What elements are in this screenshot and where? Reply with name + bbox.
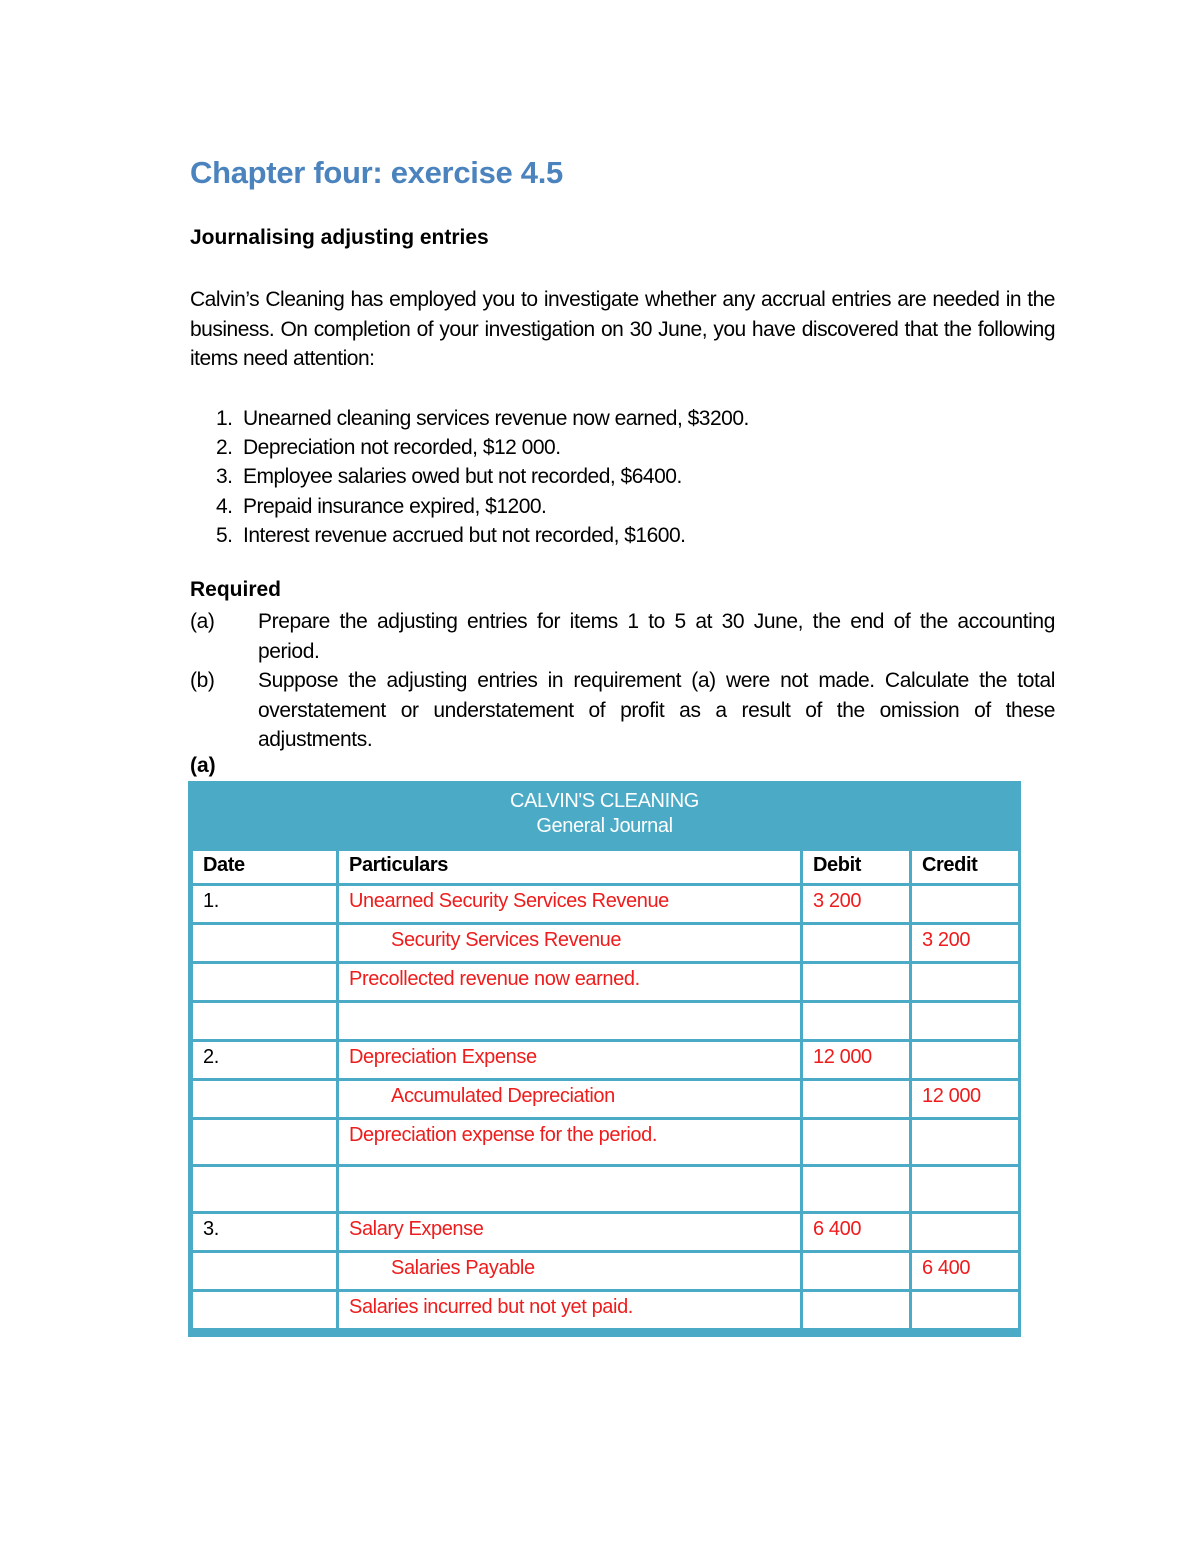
date-cell xyxy=(193,1167,336,1211)
item-text: Interest revenue accrued but not recorded, $1600. xyxy=(243,523,686,547)
table-row xyxy=(193,1167,1018,1211)
credit-cell xyxy=(912,964,1018,1000)
debit-cell xyxy=(803,1253,909,1289)
particulars-column-header: Particulars xyxy=(339,851,800,883)
item-number: 3. xyxy=(216,465,233,489)
table-row xyxy=(193,1003,1018,1039)
particulars-cell: Salaries incurred but not yet paid. xyxy=(339,1292,800,1328)
journal-subtitle: General Journal xyxy=(536,815,673,837)
date-cell xyxy=(193,925,336,961)
list-item xyxy=(216,462,749,491)
particulars-cell: Depreciation Expense xyxy=(339,1042,800,1078)
item-text: Depreciation not recorded, $12 000. xyxy=(243,436,561,460)
journal-header-row xyxy=(193,851,1018,883)
item-number: 1. xyxy=(216,407,233,430)
page-title: Chapter four: exercise 4.5 xyxy=(190,155,563,190)
particulars-cell: Salary Expense xyxy=(339,1214,800,1250)
date-cell xyxy=(193,1253,336,1289)
table-row xyxy=(193,886,1018,922)
debit-cell xyxy=(803,1292,909,1328)
requirement-a-tag: (a) xyxy=(190,610,215,633)
credit-cell xyxy=(912,886,1018,922)
credit-cell: 3 200 xyxy=(912,925,1018,961)
debit-cell: 6 400 xyxy=(803,1214,909,1250)
list-item xyxy=(216,521,749,550)
credit-cell xyxy=(912,1120,1018,1164)
requirement-a-text: Prepare the adjusting entries for items 1 to 5 at 30 June, the end of the accounting period. xyxy=(258,610,1055,663)
table-row xyxy=(193,1120,1018,1164)
debit-cell xyxy=(803,1120,909,1164)
journal-header xyxy=(190,783,1019,851)
particulars-cell: Precollected revenue now earned. xyxy=(339,964,800,1000)
debit-cell xyxy=(803,964,909,1000)
list-item xyxy=(216,404,749,433)
particulars-cell: Salaries Payable xyxy=(339,1253,800,1289)
list-item xyxy=(216,492,749,521)
credit-cell xyxy=(912,1003,1018,1039)
credit-column-header: Credit xyxy=(912,851,1018,883)
credit-cell: 6 400 xyxy=(912,1253,1018,1289)
table-row xyxy=(193,1253,1018,1289)
general-journal xyxy=(188,781,1021,1337)
table-row xyxy=(193,925,1018,961)
debit-cell xyxy=(803,1081,909,1117)
requirement-b-tag: (b) xyxy=(190,669,215,692)
credit-cell xyxy=(912,1292,1018,1328)
journal-company-name: CALVIN'S CLEANING xyxy=(510,790,699,812)
intro-paragraph: Calvin’s Cleaning has employed you to investigate whether any accrual entries are needed in the business. On completion of your investigation on 30 June, you have discovered that the following items need attention: xyxy=(190,288,1055,370)
table-row xyxy=(193,1042,1018,1078)
item-number: 4. xyxy=(216,494,233,518)
date-cell: 2. xyxy=(193,1042,336,1078)
credit-cell xyxy=(912,1214,1018,1250)
item-text: Prepaid insurance expired, $1200. xyxy=(243,494,547,518)
date-cell xyxy=(193,1003,336,1039)
debit-cell xyxy=(803,1167,909,1211)
item-text: Unearned cleaning services revenue now earned, $3200. xyxy=(243,407,749,430)
particulars-cell: Unearned Security Services Revenue xyxy=(339,886,800,922)
particulars-cell xyxy=(339,1167,800,1211)
section-subheading: Journalising adjusting entries xyxy=(190,226,489,249)
particulars-cell: Accumulated Depreciation xyxy=(339,1081,800,1117)
required-heading: Required xyxy=(190,578,282,601)
date-cell xyxy=(193,1120,336,1164)
table-row xyxy=(193,1292,1018,1328)
requirement-b-text: Suppose the adjusting entries in requirement (a) were not made. Calculate the total overstatement or understatement of profit as a result of the omission of these adjustments. xyxy=(258,669,1055,751)
date-cell xyxy=(193,1081,336,1117)
date-cell: 1. xyxy=(193,886,336,922)
requirement-a xyxy=(190,607,1055,666)
item-text: Employee salaries owed but not recorded, $6400. xyxy=(243,465,682,489)
journal-table xyxy=(190,848,1021,1331)
particulars-cell xyxy=(339,1003,800,1039)
item-number: 2. xyxy=(216,436,233,460)
table-row xyxy=(193,1214,1018,1250)
debit-cell xyxy=(803,925,909,961)
debit-cell xyxy=(803,1003,909,1039)
date-column-header: Date xyxy=(193,851,336,883)
table-row xyxy=(193,1081,1018,1117)
date-cell xyxy=(193,1292,336,1328)
part-a-label: (a) xyxy=(190,754,216,777)
debit-column-header: Debit xyxy=(803,851,909,883)
particulars-cell: Depreciation expense for the period. xyxy=(339,1120,800,1164)
debit-cell: 12 000 xyxy=(803,1042,909,1078)
particulars-cell: Security Services Revenue xyxy=(339,925,800,961)
date-cell: 3. xyxy=(193,1214,336,1250)
credit-cell: 12 000 xyxy=(912,1081,1018,1117)
credit-cell xyxy=(912,1042,1018,1078)
list-item xyxy=(216,433,749,462)
item-number: 5. xyxy=(216,523,233,547)
date-cell xyxy=(193,964,336,1000)
credit-cell xyxy=(912,1167,1018,1211)
debit-cell: 3 200 xyxy=(803,886,909,922)
attention-items-list xyxy=(216,404,749,550)
table-row xyxy=(193,964,1018,1000)
requirement-b xyxy=(190,666,1055,755)
